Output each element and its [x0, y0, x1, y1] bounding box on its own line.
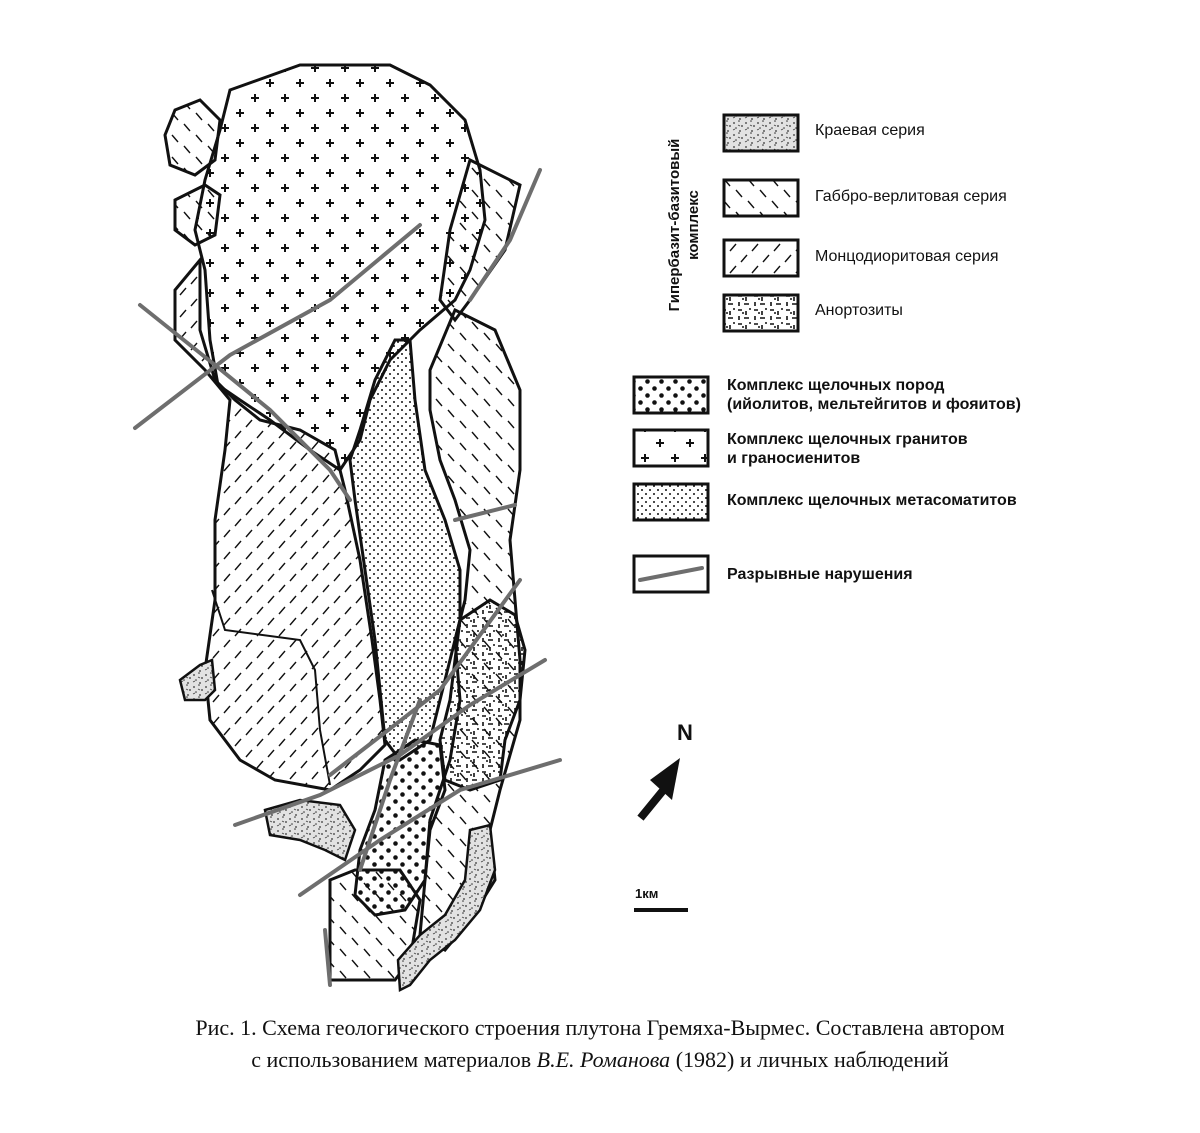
legend-label-metasomatite: Комплекс щелочных метасоматитов [727, 492, 1017, 509]
gabbro-island-northwest-2 [175, 185, 220, 245]
legend-label-granite-line1: Комплекс щелочных гранитов [727, 431, 968, 448]
legend-label-marginal: Краевая серия [815, 122, 925, 139]
north-arrow-icon [643, 758, 680, 815]
legend-label-faults: Разрывные нарушения [727, 566, 913, 583]
legend-label-anorthosite: Анортозиты [815, 302, 903, 319]
legend-label-alkaline-line2: (ийолитов, мельтейгитов и фояитов) [727, 396, 1021, 413]
legend-swatch-gabbro [724, 180, 798, 216]
legend-label-granite [727, 430, 968, 468]
legend-swatch-alkaline [634, 377, 708, 413]
caption-line1: Рис. 1. Схема геологического строения плутона Гремяха-Вырмес. Составлена автором [195, 1015, 1005, 1040]
marginal-series-patch-west [180, 660, 215, 700]
caption-author: В.Е. Романова [536, 1047, 671, 1072]
legend-swatch-granite [634, 430, 708, 466]
legend-label-granite-line2: и граносиенитов [727, 450, 861, 467]
legend-swatch-metasomatite [634, 484, 708, 520]
caption-line2 [0, 1044, 1200, 1076]
legend-label-gabbro: Габбро-верлитовая серия [815, 188, 1007, 205]
north-label: N [677, 720, 693, 745]
legend-label-monzodiorite: Монцодиоритовая серия [815, 248, 999, 265]
legend-group-label-line2: комплекс [685, 190, 702, 260]
scale-label: 1км [635, 886, 659, 901]
legend-swatch-marginal [724, 115, 798, 151]
legend-swatch-anorthosite [724, 295, 798, 331]
figure-caption [0, 1012, 1200, 1076]
legend-label-alkaline-line1: Комплекс щелочных пород [727, 377, 945, 394]
legend-label-alkaline [727, 376, 1021, 414]
legend-swatch-monzodiorite [724, 240, 798, 276]
legend-group-label-line1: Гипербазит-базитовый [666, 138, 683, 312]
caption-line2-suffix: (1982) и личных наблюдений [670, 1047, 949, 1072]
caption-line2-prefix: с использованием материалов [251, 1047, 537, 1072]
gabbro-island-northwest-1 [165, 100, 220, 175]
legend-group-label [665, 110, 703, 340]
